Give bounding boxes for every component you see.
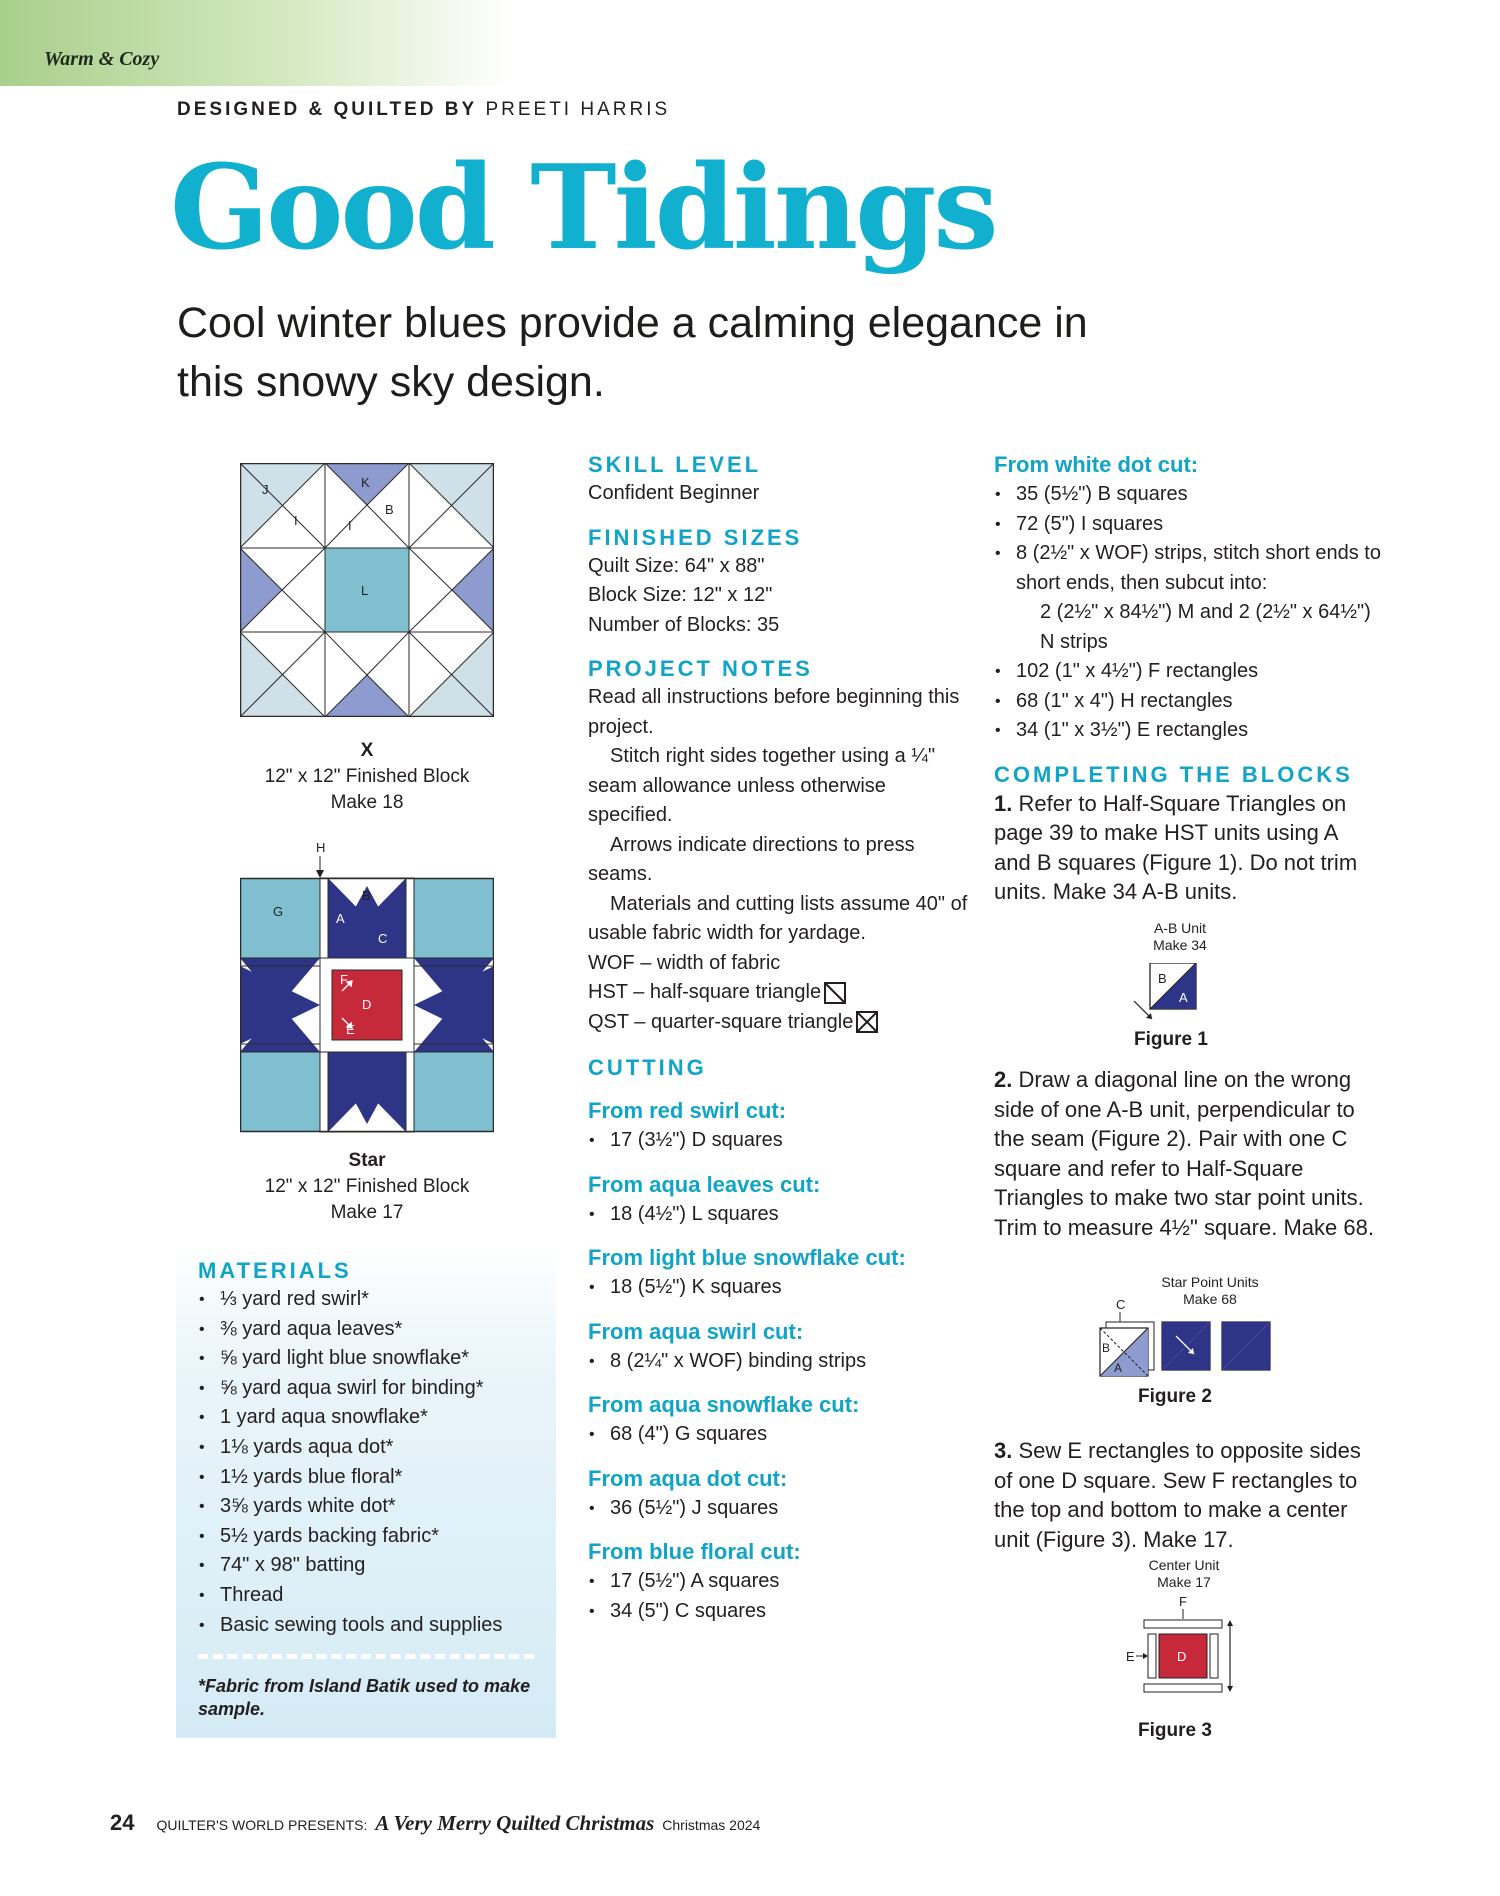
quilt-size: Quilt Size: 64" x 88"	[588, 554, 765, 577]
cut-group-title: From aqua leaves cut:	[588, 1171, 821, 1197]
qst-definition-row	[588, 1008, 968, 1038]
materials-item: • 1½ yards blue floral*	[198, 1463, 556, 1493]
figure-3-title	[1134, 1557, 1234, 1591]
cut-item: • 8 (2¼" x WOF) binding strips	[588, 1347, 968, 1377]
materials-footnote: *Fabric from Island Batik used to make sample.	[198, 1676, 531, 1720]
x-block-make: Make 18	[330, 792, 404, 813]
step-2	[994, 1065, 1374, 1242]
issue-date: Christmas 2024	[662, 1817, 761, 1833]
note: Stitch right sides together using a ¼" seam allowance unless otherwise specified.	[588, 745, 936, 826]
figure-1-diagram	[1132, 963, 1212, 1029]
x-block-name: X	[360, 740, 374, 761]
cut-item: • 35 (5½") B squares	[994, 480, 1394, 510]
byline	[177, 99, 670, 121]
designer-name: PREETI HARRIS	[485, 99, 671, 120]
cut-item: • 18 (5½") K squares	[588, 1273, 968, 1303]
cut-item: • 102 (1" x 4½") F rectangles	[994, 657, 1394, 687]
figure-1-caption: Figure 1	[1134, 1029, 1208, 1050]
materials-list	[198, 1285, 556, 1640]
byline-label: DESIGNED & QUILTED BY	[177, 99, 478, 120]
cutting-heading: CUTTING	[588, 1055, 707, 1080]
figure-2-label-c: C	[1116, 1297, 1126, 1312]
star-label-f: F	[340, 972, 348, 987]
materials-item: • 3⅝ yards white dot*	[198, 1492, 556, 1522]
figure-3-diagram	[1124, 1592, 1244, 1702]
finished-sizes-heading: FINISHED SIZES	[588, 524, 803, 550]
note: Arrows indicate directions to press seams.	[588, 833, 915, 885]
step-text: Sew E rectangles to opposite sides of one D square. Sew F rectangles to the top and bottom to make a center unit (Figure 3). Make 17.	[994, 1438, 1361, 1552]
star-label-b: B	[362, 888, 371, 903]
section-tag: Warm & Cozy	[44, 48, 160, 70]
cut-group-title: From aqua dot cut:	[588, 1465, 788, 1491]
figure-1-label-b: B	[1158, 971, 1167, 986]
step-3	[994, 1436, 1374, 1554]
cut-item: • 8 (2½" x WOF) strips, stitch short ends to short ends, then subcut into:	[994, 539, 1394, 598]
footer-presents: QUILTER'S WORLD PRESENTS:	[156, 1817, 368, 1833]
star-block-name: Star	[348, 1150, 386, 1171]
cut-item: • 72 (5") I squares	[994, 510, 1394, 540]
cut-item: • 34 (5") C squares	[588, 1597, 968, 1627]
materials-item: • ⅜ yard aqua leaves*	[198, 1315, 556, 1345]
materials-item: • Thread	[198, 1581, 556, 1611]
figure-2-make: Make 68	[1183, 1291, 1237, 1307]
figure-2-label-a: A	[1114, 1361, 1123, 1375]
step-text: Draw a diagonal line on the wrong side of one A-B unit, perpendicular to the seam (Figure 2). Pair with one C square and refer to Half-Square Triangles to make two star point units. Trim to measure 4½" square. Make 68.	[994, 1067, 1374, 1240]
star-block-caption	[240, 1148, 494, 1226]
step-text: Refer to Half-Square Triangles on page 39 to make HST units using A and B squares (Figure 1). Do not trim units. Make 34 A-B units.	[994, 790, 1358, 904]
materials-item: • ⅓ yard red swirl*	[198, 1285, 556, 1315]
star-label-g: G	[273, 904, 284, 919]
materials-item: • 74" x 98" batting	[198, 1551, 556, 1581]
star-block-diagram	[240, 838, 494, 1138]
x-block-diagram	[240, 463, 494, 717]
note: Read all instructions before beginning this project.	[588, 686, 960, 738]
figure-1-title	[1130, 920, 1230, 954]
figure-3-caption: Figure 3	[1138, 1720, 1212, 1741]
materials-item: • ⅝ yard light blue snowflake*	[198, 1344, 556, 1374]
x-label-b: B	[385, 502, 394, 517]
cut-group-title: From blue floral cut:	[588, 1539, 801, 1564]
skill-level-heading: SKILL LEVEL	[588, 452, 762, 477]
page-subtitle: Cool winter blues provide a calming elegance in this snowy sky design.	[177, 299, 1088, 406]
page-title: Good Tidings	[170, 140, 996, 276]
qst-definition: QST – quarter-square triangle	[588, 1010, 854, 1033]
figure-2-unit-name: Star Point Units	[1161, 1274, 1259, 1290]
star-label-c: C	[378, 931, 388, 946]
star-label-h: H	[316, 840, 326, 855]
step-number: 3.	[994, 1438, 1013, 1463]
x-block-size: 12" x 12" Finished Block	[264, 766, 470, 787]
star-label-d: D	[362, 997, 372, 1012]
figure-3-label-f: F	[1179, 1594, 1187, 1609]
step-2-block	[994, 1065, 1374, 1242]
cut-group-title: From aqua swirl cut:	[588, 1318, 804, 1344]
x-block-caption	[240, 738, 494, 816]
cut-item: • 34 (1" x 3½") E rectangles	[994, 716, 1394, 746]
x-label-i-left: I	[294, 513, 298, 528]
hst-definition: HST – half-square triangle	[588, 981, 822, 1003]
figure-2-label-b: B	[1102, 1341, 1111, 1355]
cut-item: • 17 (5½") A squares	[588, 1567, 968, 1597]
materials-panel	[176, 1242, 556, 1738]
figure-1-label-a: A	[1179, 990, 1188, 1005]
cut-item: • 18 (4½") L squares	[588, 1200, 968, 1230]
project-notes-heading: PROJECT NOTES	[588, 656, 813, 681]
x-label-k: K	[361, 475, 370, 490]
step-1	[994, 789, 1364, 907]
wof-definition: WOF – width of fabric	[588, 951, 781, 974]
hst-icon	[824, 982, 846, 1004]
materials-item: • 1⅛ yards aqua dot*	[198, 1433, 556, 1463]
qst-icon	[856, 1011, 878, 1033]
figure-3-unit-name: Center Unit	[1148, 1557, 1220, 1573]
x-label-j: J	[262, 482, 269, 497]
cut-group-title: From aqua snowflake cut:	[588, 1392, 860, 1417]
right-column	[994, 450, 1394, 907]
x-label-i-center: I	[348, 518, 352, 533]
magazine-title: A Very Merry Quilted Christmas	[375, 1811, 655, 1835]
figure-3-make: Make 17	[1157, 1574, 1211, 1590]
cut-subitem: 2 (2½" x 84½") M and 2 (2½" x 64½") N strips	[1040, 601, 1371, 653]
materials-item: • Basic sewing tools and supplies	[198, 1611, 556, 1641]
figure-2-caption: Figure 2	[1138, 1386, 1212, 1407]
step-number: 1.	[994, 790, 1013, 816]
figure-3-label-d: D	[1177, 1649, 1187, 1664]
middle-column	[588, 450, 968, 1626]
number-of-blocks: Number of Blocks: 35	[588, 613, 780, 636]
materials-divider	[198, 1654, 534, 1659]
star-block-make: Make 17	[330, 1202, 404, 1223]
block-size: Block Size: 12" x 12"	[588, 584, 773, 606]
white-dot-cut-title: From white dot cut:	[994, 452, 1199, 477]
figure-1-unit-name: A-B Unit	[1153, 920, 1207, 936]
step-number: 2.	[994, 1067, 1013, 1092]
materials-item: • ⅝ yard aqua swirl for binding*	[198, 1374, 556, 1404]
note: Materials and cutting lists assume 40" of usable fabric width for yardage.	[588, 892, 968, 944]
figure-1-make: Make 34	[1153, 937, 1207, 953]
x-label-l: L	[361, 583, 369, 598]
page-number: 24	[110, 1810, 135, 1835]
star-block-size: 12" x 12" Finished Block	[264, 1176, 470, 1197]
cut-item: • 36 (5½") J squares	[588, 1494, 968, 1524]
star-label-e: E	[346, 1022, 355, 1037]
cut-group-title: From light blue snowflake cut:	[588, 1245, 906, 1270]
page-footer	[110, 1810, 760, 1836]
hst-definition-row	[588, 978, 968, 1008]
skill-level: Confident Beginner	[588, 482, 760, 504]
completing-heading: COMPLETING THE BLOCKS	[994, 761, 1353, 787]
cut-item: • 68 (4") G squares	[588, 1420, 968, 1450]
section-tag-band	[0, 0, 510, 86]
cut-group-title: From red swirl cut:	[588, 1098, 787, 1123]
materials-heading: MATERIALS	[198, 1258, 352, 1283]
figure-2-diagram	[1092, 1294, 1282, 1378]
step-3-block	[994, 1436, 1374, 1554]
materials-item: • 1 yard aqua snowflake*	[198, 1403, 556, 1433]
materials-item: • 5½ yards backing fabric*	[198, 1522, 556, 1552]
star-label-a: A	[336, 911, 345, 926]
cut-item: • 68 (1" x 4") H rectangles	[994, 687, 1394, 717]
cut-item: • 17 (3½") D squares	[588, 1126, 968, 1156]
figure-3-label-e: E	[1126, 1649, 1135, 1664]
